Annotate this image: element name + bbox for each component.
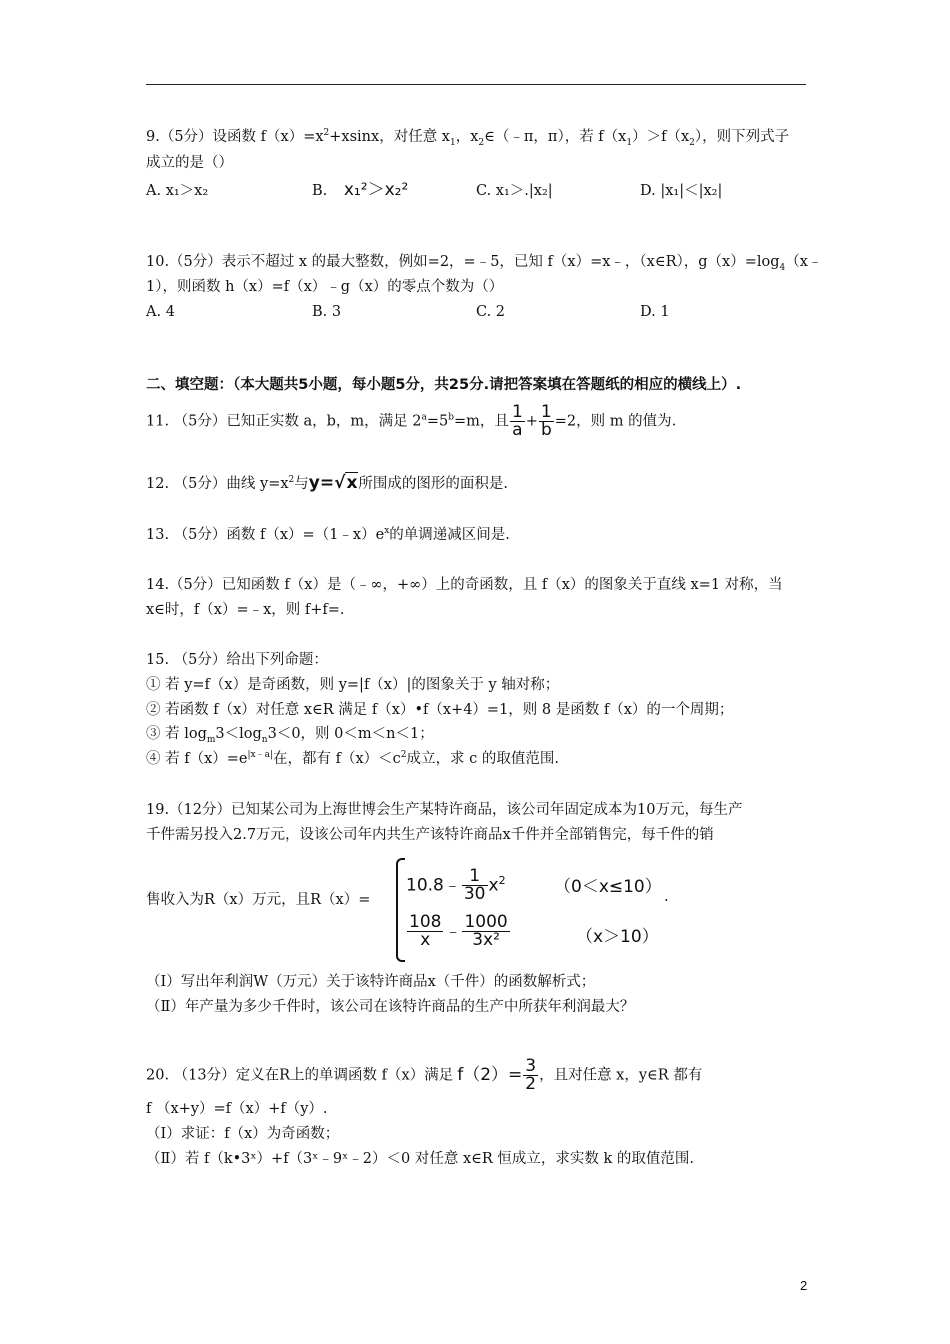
q9-option-b: B. x₁²＞x₂²: [312, 180, 409, 200]
q19-piecewise-function: [396, 858, 676, 962]
q10-stem-line1: 10.（5分）表示不超过 x 的最大整数，例如=2，=﹣5，已知 f（x）=x﹣，（x∈R），$g(x)=\log_4(x﹣$: [146, 254, 823, 273]
section-heading-fill-in: 二、填空题：（本大题共5小题，每小题5分，共25分.请把答案填在答题纸的相应的横线上）.: [146, 377, 742, 393]
q20-part-2: （Ⅱ）若 f（k•3ˣ）+f（3ˣ﹣9ˣ﹣2）＜0 对任意 x∈R 恒成立，求实数 k 的取值范围.: [146, 1151, 695, 1167]
q15-proposition-2: ② 若函数 f（x）对任意 x∈R 满足 f（x）•f（x+4）=1，则 8 是函数 f（x）的一个周期；: [146, 702, 734, 718]
q11-fraction-1-over-b: $\frac{1}{b}$: [540, 402, 552, 440]
q11-stem: 11. （5分）已知正实数 a，b，m，满足 $2^a=5^b=m$，且 $\frac{1}{a}$ + $\frac{1}{b}$ =2，则 m 的值为.: [146, 402, 677, 440]
q13-stem: 13. （5分）函数 $f(x)=(1﹣x)e^x$的单调递减区间是.: [146, 526, 510, 543]
q20-stem-line2: f （x+y）=f（x）+f（y）.: [146, 1101, 328, 1117]
q12-sqrt-expression: y=√x: [308, 473, 358, 493]
q19-stem-line2: 千件需另投入2.7万元，设该公司年内共生产该特许商品x千件并全部销售完，每千件的销: [146, 827, 714, 843]
q12-stem: 12. （5分）曲线 $y=x^2$与y=√x所围成的图形的面积是.: [146, 473, 509, 493]
piece-condition-1: （0＜x≤10）: [554, 877, 662, 897]
q15-proposition-1: ① 若 y=f（x）是奇函数，则 y=|f（x）|的图象关于 y 轴对称；: [146, 677, 560, 693]
q15-proposition-4: ④ 若 $f(x)=e^{|x﹣a|}$在，都有 $f(x)<c^2$成立，求 c 的取值范围.: [146, 750, 559, 767]
left-brace: [396, 858, 405, 962]
q9-stem-line1: 9.（5分）设函数 $f(x)=x^2+xsinx$，对任意 $x_1$，$x_2\in(﹣\pi$，π），若 $f(x_1)>f(x_2)$，则下列式子: [146, 128, 790, 148]
q10-option-c: C. 2: [476, 304, 506, 320]
q10-stem-line2: 1），则函数 h（x）=f（x）﹣g（x）的零点个数为（）: [146, 279, 504, 295]
q19-part-2: （Ⅱ）年产量为多少千件时，该公司在该特许商品的生产中所获年利润最大？: [146, 999, 635, 1015]
q11-fraction-1-over-a: $\frac{1}{a}$: [511, 402, 523, 440]
piece-row-1: 10.8﹣ $\frac{1}{30}$ $x^2$: [406, 866, 506, 904]
q9-option-d: D. |x₁|＜|x₂|: [640, 183, 723, 199]
header-rule: [146, 84, 806, 85]
q19-part-1: （Ⅰ）写出年利润W（万元）关于该特许商品x（千件）的函数解析式；: [146, 974, 596, 990]
q10-option-b: B. 3: [312, 304, 342, 320]
q14-stem-line2: x∈时，f（x）=﹣x，则 f+f=.: [146, 602, 345, 618]
piece-condition-2: （x＞10）: [576, 927, 659, 947]
q10-option-a: A. 4: [146, 304, 175, 320]
q14-stem-line1: 14.（5分）已知函数 f（x）是（﹣∞，+∞）上的奇函数，且 f（x）的图象关于直线 x=1 对称，当: [146, 577, 783, 593]
q19-period: .: [664, 889, 669, 905]
q20-stem-line1: 20. （13分）定义在R上的单调函数 f（x）满足 f（2）= $\frac{3}{2}$ ，且对任意 x，y∈R 都有: [146, 1056, 703, 1094]
q9-stem-line2: 成立的是（）: [146, 155, 233, 171]
q9-option-a: A. x₁＞x₂: [146, 183, 209, 199]
q9-option-c: C. x₁＞.|x₂|: [476, 183, 553, 199]
piece-row-2: $\frac{108}{x}$ ﹣ $\frac{1000}{\text{3x²}}$: [409, 912, 508, 950]
page-number: 2: [800, 1278, 808, 1293]
q20-part-1: （Ⅰ）求证：f（x）为奇函数；: [146, 1126, 340, 1142]
q19-stem-line3: 售收入为R（x）万元，且R（x）=: [146, 892, 371, 908]
q15-title: 15. （5分）给出下列命题：: [146, 652, 328, 668]
q15-proposition-3: ③ 若 $\log_m3<\log_n3<0$，则 0＜m＜n＜1；: [146, 726, 434, 745]
q19-stem-line1: 19.（12分）已知某公司为上海世博会生产某特许商品，该公司年固定成本为10万元，每生产: [146, 802, 743, 818]
q10-option-d: D. 1: [640, 304, 670, 320]
